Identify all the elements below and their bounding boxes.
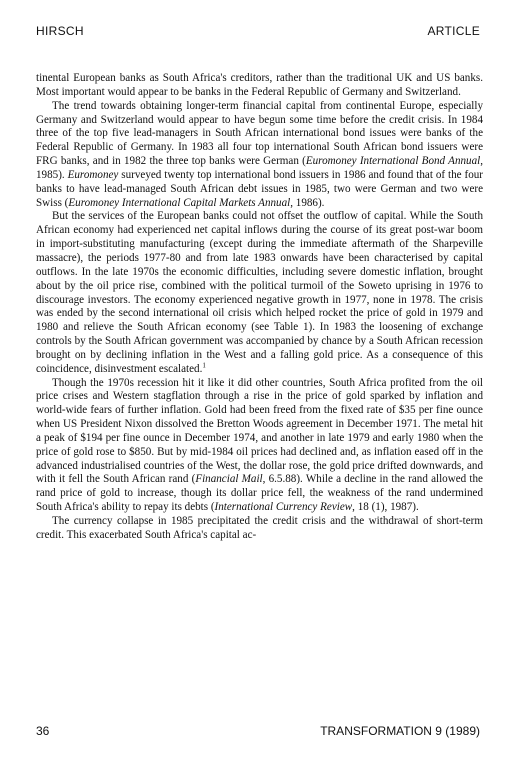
- paragraph: But the services of the European banks could not offset the outflow of capital. While the South African economy had experienced net capital inflows during the course of its great post-war boom in import-substituting manufacturing (except during the immediate aftermath of the Sharpeville massacre), the periods 1977-80 and from late 1983 onwards have been characterised by capital outflows. In the late 1970s the economic difficulties, including severe domestic inflation, brought about by the oil price rise, combined with the political turmoil of the Soweto uprising in 1976 to discourage investors. The economy experienced negative growth in 1977, none in 1978. The crisis was ended by the second international oil crisis which helped rocket the price of gold in 1979 and 1980 and relieve the South African economy (see Table 1). In 1983 the loosening of exchange controls by the South African government was accompanied by chance by a South African recession brought on by declining inflation in the West and a falling gold price. As a consequence of this coincidence, disinvestment escalated.$^1$: [36, 210, 483, 375]
- footnote-marker[interactable]: 1: [202, 361, 206, 370]
- header-author: HIRSCH: [36, 24, 84, 38]
- paragraph: Though the 1970s recession hit it like it did other countries, South Africa profited from the oil price crises and Western stagflation through a rise in the price of gold sparked by inflation and world-wide fears of further inflation. Gold had been freed from the fixed rate of $35 per fine ounce when US President Nixon dissolved the Bretton Woods agreement in December 1971. The metal hit a peak of $194 per fine ounce in December 1974, and another in late 1979 and early 1980 when the price of gold rose to $850. But by mid-1984 oil prices had declined and, as inflation eased off in the advanced industrialised countries of the West, the dollar rose, the gold price drifted downwards, and with it fell the South African rand (Financial Mail, 6.5.88). While a decline in the rand allowed the rand price of gold to increase, though its dollar price fell, the weakness of the rand undermined South Africa's ability to repay its debts (International Currency Review, 18 (1), 1987).: [36, 376, 483, 514]
- citation: Financial Mail: [195, 473, 263, 486]
- running-footer: [36, 724, 480, 738]
- article-body: [36, 72, 483, 543]
- citation: International Currency Review: [214, 501, 353, 514]
- journal-issue: TRANSFORMATION 9 (1989): [320, 724, 480, 738]
- citation: Euromoney International Capital Markets Annual: [68, 196, 291, 209]
- paragraph: tinental European banks as South Africa's creditors, rather than the traditional UK and US banks. Most important would appear to be banks in the Federal Republic of Germany and Switzerland.: [36, 72, 483, 98]
- paragraph: The currency collapse in 1985 precipitated the credit crisis and the withdrawal of short-term credit. This exacerbated South Africa's capital ac-: [36, 515, 483, 541]
- paragraph: The trend towards obtaining longer-term financial capital from continental Europe, especially Germany and Switzerland would appear to have begun some time before the credit crisis. In 1984 three of the top five lead-managers in South African international bond issues were banks of the Federal Republic of Germany. In 1983 all four top international South African bond issuers were FRG banks, and in 1982 the three top banks were German (Euromoney International Bond Annual, 1985). Euromoney surveyed twenty top international bond issuers in 1986 and found that of the four banks to have lead-managed South African debt issues in 1985, two were German and two were Swiss (Euromoney International Capital Markets Annual, 1986).: [36, 99, 484, 209]
- page-number: 36: [36, 724, 50, 738]
- citation: Euromoney International Bond Annual: [305, 155, 481, 168]
- header-section: ARTICLE: [427, 24, 480, 38]
- citation: Euromoney: [67, 168, 119, 181]
- running-header: [36, 24, 480, 38]
